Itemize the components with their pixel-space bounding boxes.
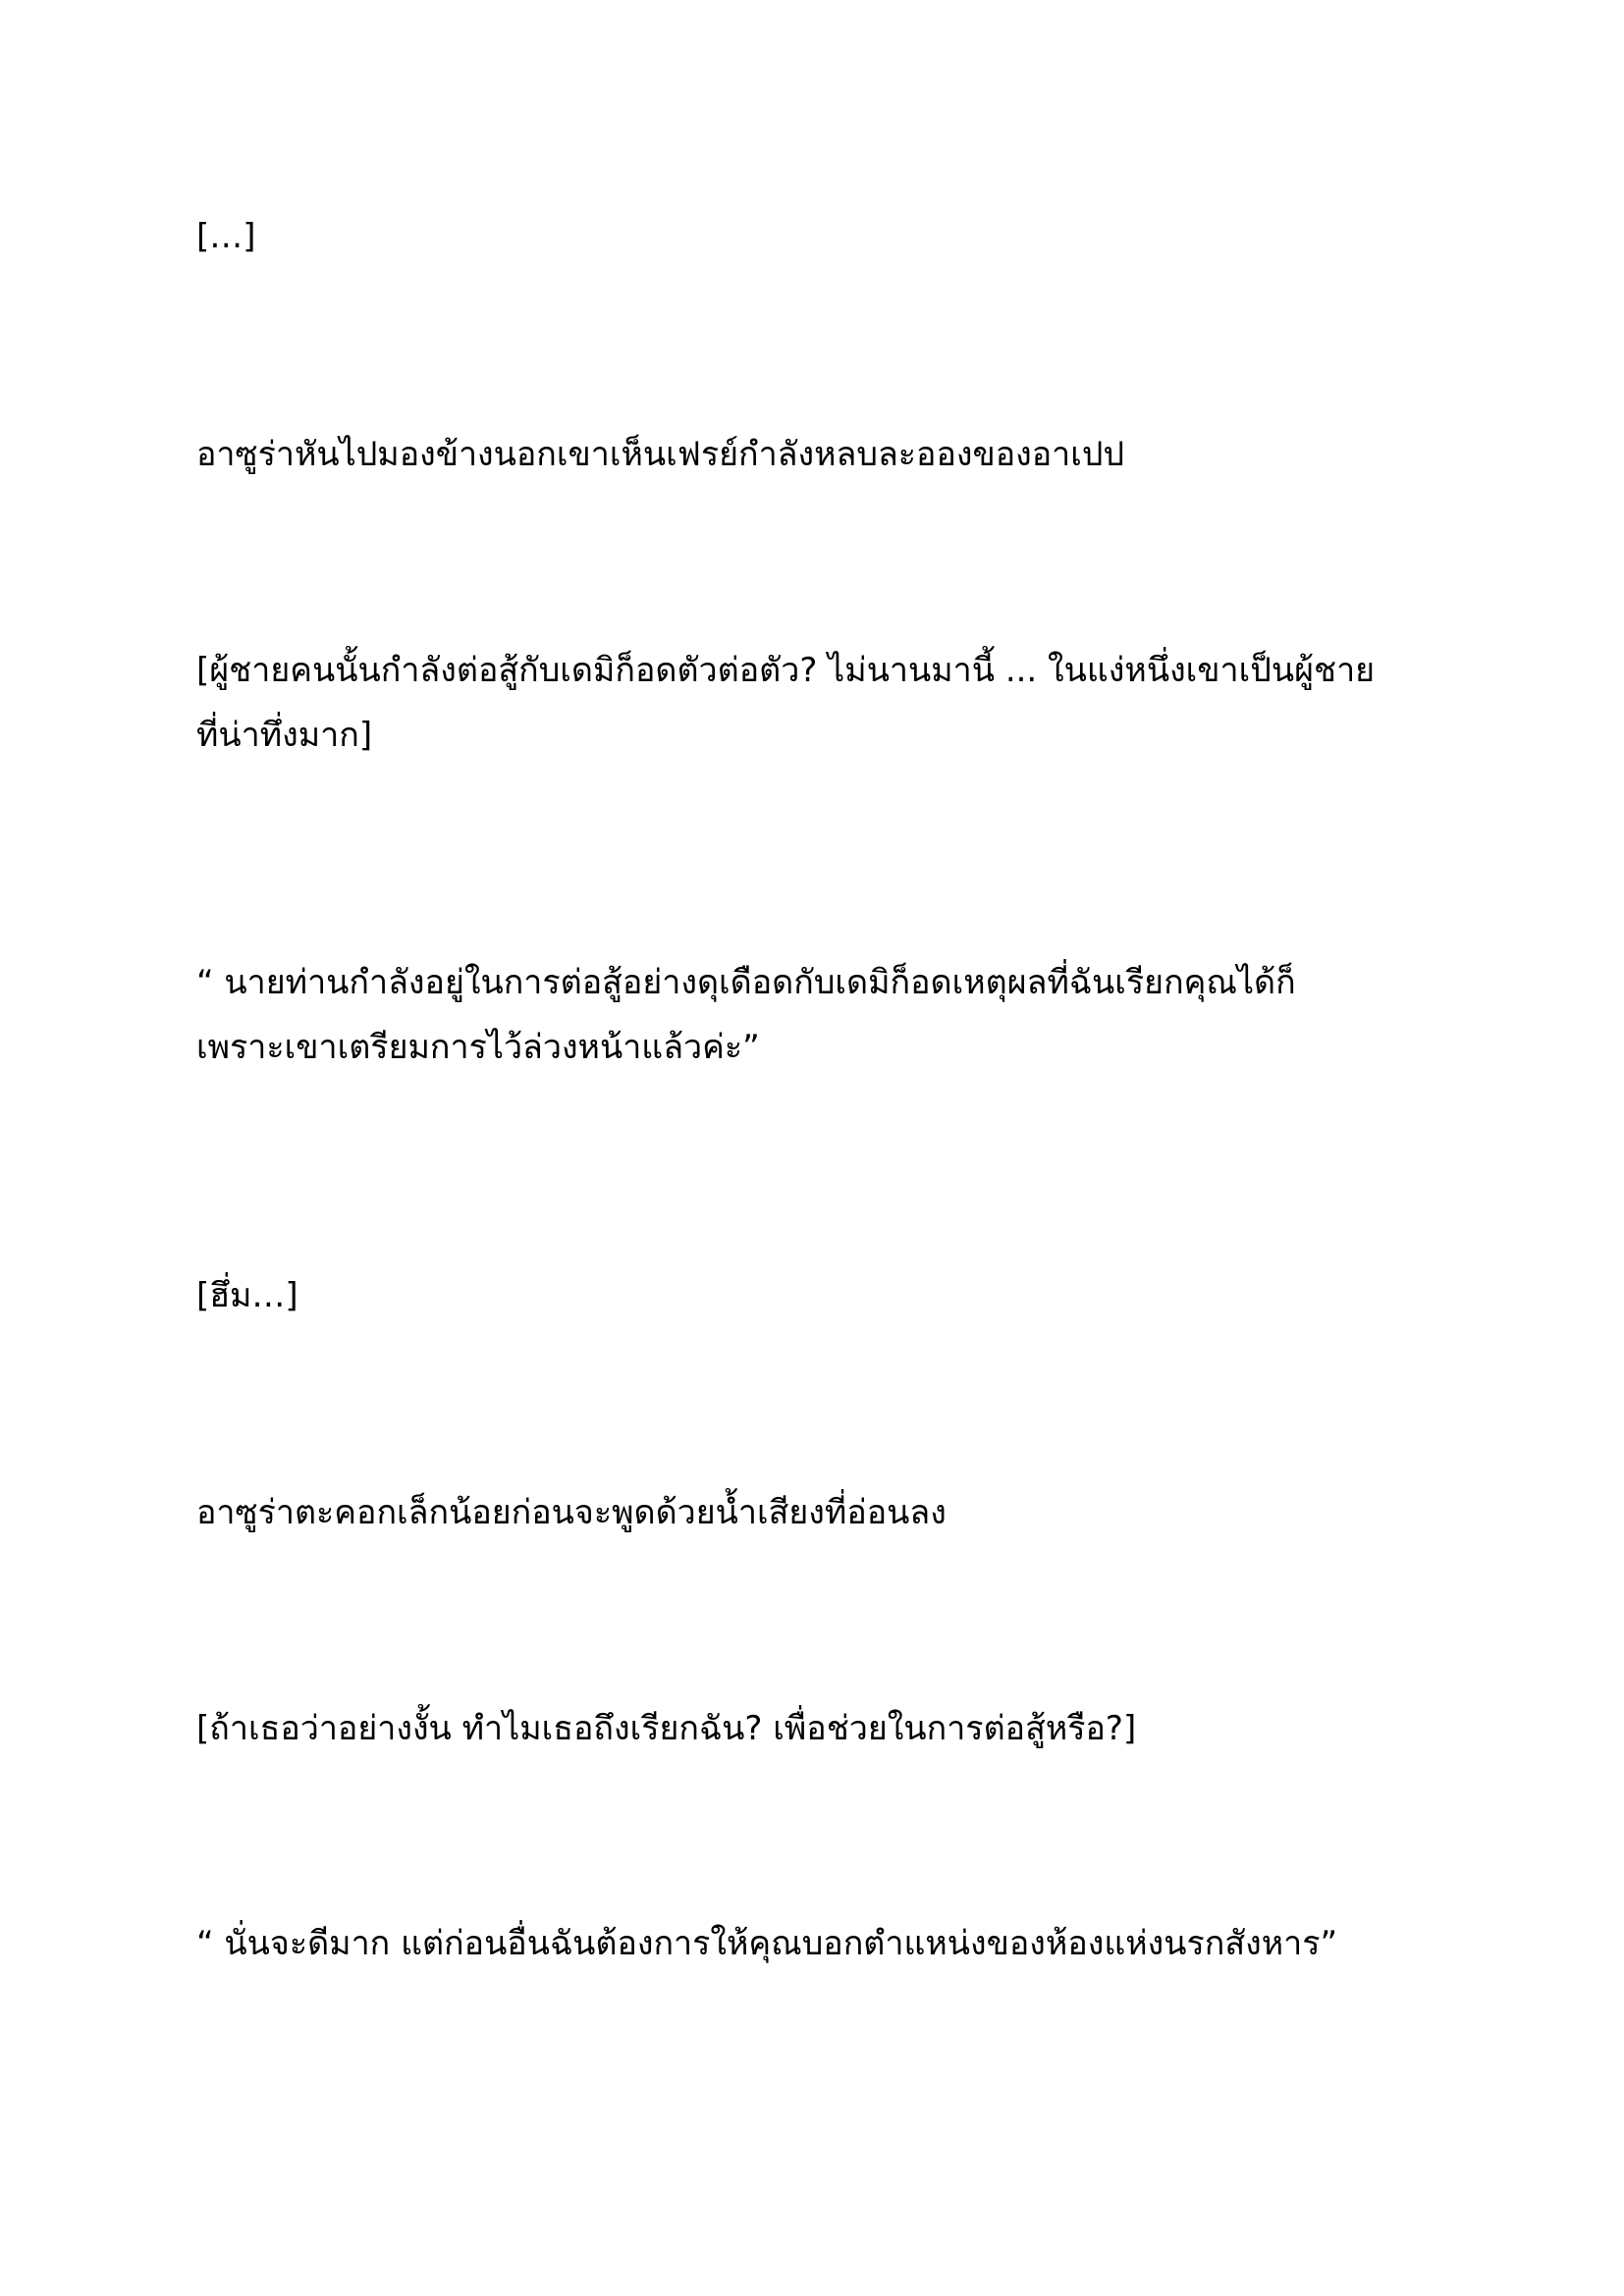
paragraph-ellipsis	[196, 204, 1434, 269]
paragraph-narration-1	[196, 422, 1434, 487]
paragraph-line: อาซูร่าตะคอกเล็กน้อยก่อนจะพูดด้วยน้ำเสียงที่อ่อนลง	[196, 1493, 947, 1532]
paragraph-line: เพราะเขาเตรียมการไว้ล่วงหน้าแล้วค่ะ”	[196, 1028, 760, 1067]
paragraph-thought-3	[196, 1696, 1434, 1761]
paragraph-dialogue-2	[196, 1911, 1434, 1976]
paragraph-thought-2	[196, 1263, 1434, 1328]
paragraph-line: “ นายท่านกำลังอยู่ในการต่อสู้อย่างดุเดือดกับเดมิก็อดเหตุผลที่ฉันเรียกคุณได้ก็	[196, 963, 1296, 1002]
paragraph-line: ที่น่าทึ่งมาก]	[196, 716, 373, 755]
paragraph-line: “ นั่นจะดีมาก แต่ก่อนอื่นฉันต้องการให้คุณบอกตำแหน่งของห้องแห่งนรกสังหาร”	[196, 1924, 1338, 1963]
paragraph-line: [ผู้ชายคนนั้นกำลังต่อสู้กับเดมิก็อดตัวต่อตัว? ไม่นานมานี้ ... ในแง่หนึ่งเขาเป็นผู้ชาย	[196, 651, 1376, 690]
paragraph-dialogue-1	[196, 950, 1434, 1080]
paragraph-line: อาซูร่าหันไปมองข้างนอกเขาเห็นเฟรย์กำลังหลบละอองของอาเปป	[196, 435, 1125, 474]
paragraph-line: [ถ้าเธอว่าอย่างงั้น ทำไมเธอถึงเรียกฉัน? เพื่อช่วยในการต่อสู้หรือ?]	[196, 1709, 1137, 1748]
paragraph-line: [ฮึ่ม…]	[196, 1276, 298, 1315]
paragraph-narration-2	[196, 1480, 1434, 1545]
paragraph-thought-1	[196, 638, 1434, 768]
paragraph-line: […]	[196, 217, 256, 256]
